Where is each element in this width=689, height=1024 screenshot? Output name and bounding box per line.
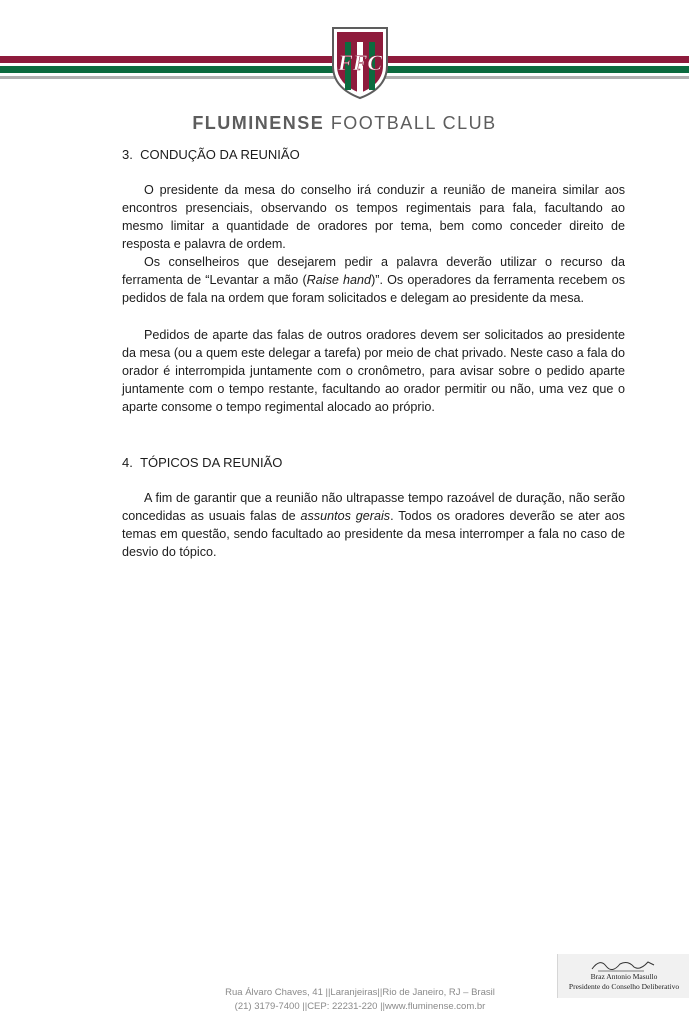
section-heading-4: 4. TÓPICOS DA REUNIÃO: [122, 455, 283, 470]
paragraph: [122, 253, 625, 307]
crest-monogram: FFC: [337, 50, 383, 75]
stamp-role: Presidente do Conselho Deliberativo: [568, 982, 680, 991]
paragraph: [122, 489, 625, 561]
paragraph: [122, 181, 625, 253]
footer-address: Rua Álvaro Chaves, 41 ||Laranjeiras||Rio de Janeiro, RJ – Brasil: [225, 987, 495, 998]
club-name: [0, 113, 689, 134]
paragraph-text: Pedidos de aparte das falas de outros oradores devem ser solicitados ao presidente da mesa (ou a quem este delegar a tarefa) por meio de chat privado. Neste caso a fala do orador é interrompida juntamente com o cronômetro, para avisar sobre o pedido aparte juntamente com o tempo restante, facultando ao orador permitir ou não, uma vez que o aparte consome o tempo regimental alocado ao próprio.: [122, 328, 625, 414]
club-crest-logo: [327, 22, 393, 100]
paragraph-italic: Raise hand: [306, 273, 372, 287]
paragraph-italic: assuntos gerais: [300, 509, 391, 523]
paragraph-text: . Todos os oradores deverão se ater aos temas em questão, sendo facultado ao presidente da mesa interromper a fala no caso de desvio do tópico.: [122, 509, 625, 559]
signature-stamp: [557, 954, 689, 998]
paragraph-text: A fim de garantir que a reunião não ultrapasse tempo razoável de duração, não serão concedidas as usuais falas de: [122, 491, 625, 523]
paragraph-text: )”. Os operadores da ferramenta recebem os pedidos de fala na ordem que foram solicitados e delegam ao presidente da mesa.: [122, 273, 625, 305]
footer-contact: (21) 3179-7400 ||CEP: 22231-220 ||www.fluminense.com.br: [234, 1001, 486, 1012]
paragraph-text: Os conselheiros que desejarem pedir a palavra deverão utilizar o recurso da ferramenta de “Levantar a mão (: [122, 255, 625, 287]
paragraph-text: O presidente da mesa do conselho irá conduzir a reunião de maneira similar aos encontros presenciais, observando os tempos regimentais para fala, facultando ao mesmo limitar a quantidade de oradores por tema, bem como conceder direito de resposta e palavra de ordem.: [122, 183, 625, 251]
section-heading-3: 3. CONDUÇÃO DA REUNIÃO: [122, 147, 300, 162]
stamp-name: Braz Antonio Masullo: [590, 972, 658, 981]
club-name-rest: FOOTBALL CLUB: [324, 113, 497, 133]
paragraph: [122, 326, 625, 416]
club-name-bold: FLUMINENSE: [192, 113, 325, 133]
